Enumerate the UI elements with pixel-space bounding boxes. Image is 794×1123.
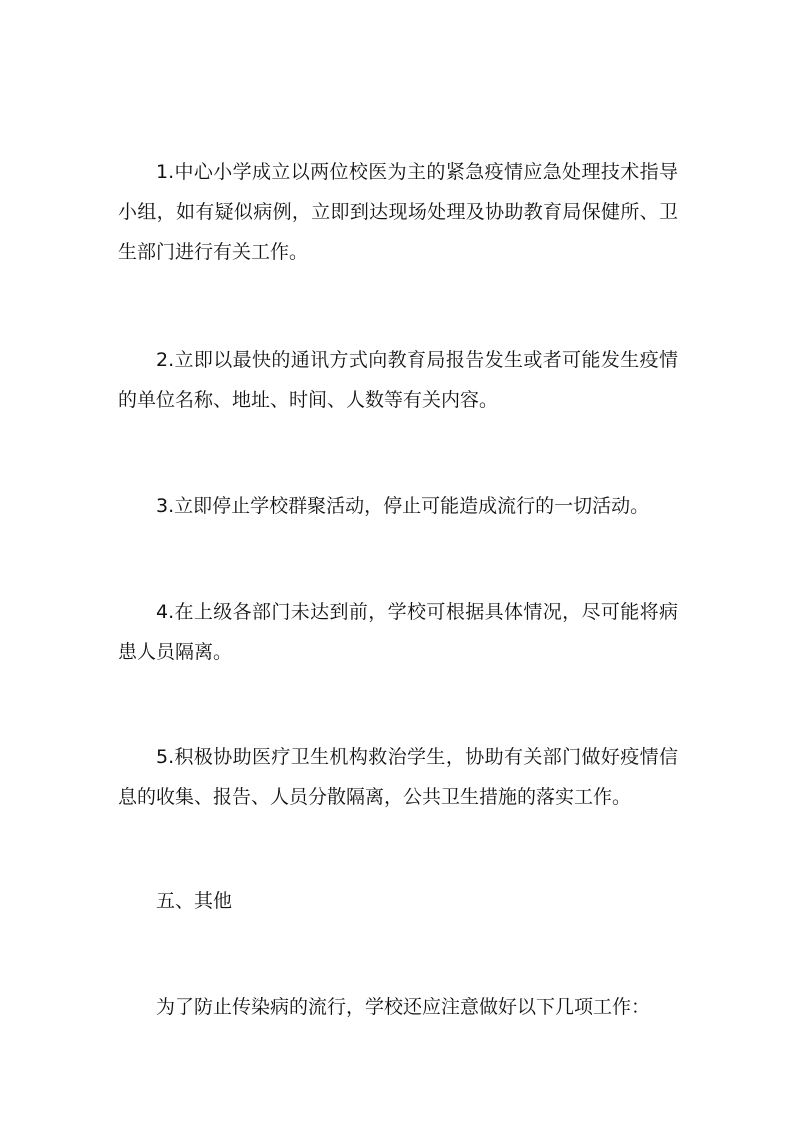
section-heading-other: 五、其他 xyxy=(156,890,233,912)
paragraph-item-5: 5.积极协助医疗卫生机构救治学生，协助有关部门做好疫情信息的收集、报告、人员分散隔离，公共卫生措施的落实工作。 xyxy=(118,746,678,808)
paragraph-intro-prevention: 为了防止传染病的流行，学校还应注意做好以下几项工作： xyxy=(156,996,651,1018)
paragraph-item-4: 4.在上级各部门未达到前，学校可根据具体情况，尽可能将病患人员隔离。 xyxy=(118,601,678,663)
paragraph-item-1: 1.中心小学成立以两位校医为主的紧急疫情应急处理技术指导小组，如有疑似病例，立即到达现场处理及协助教育局保健所、卫生部门进行有关工作。 xyxy=(118,161,678,263)
paragraph-item-2: 2.立即以最快的通讯方式向教育局报告发生或者可能发生疫情的单位名称、地址、时间、人数等有关内容。 xyxy=(118,349,678,411)
paragraph-item-3: 3.立即停止学校群聚活动，停止可能造成流行的一切活动。 xyxy=(156,495,650,517)
